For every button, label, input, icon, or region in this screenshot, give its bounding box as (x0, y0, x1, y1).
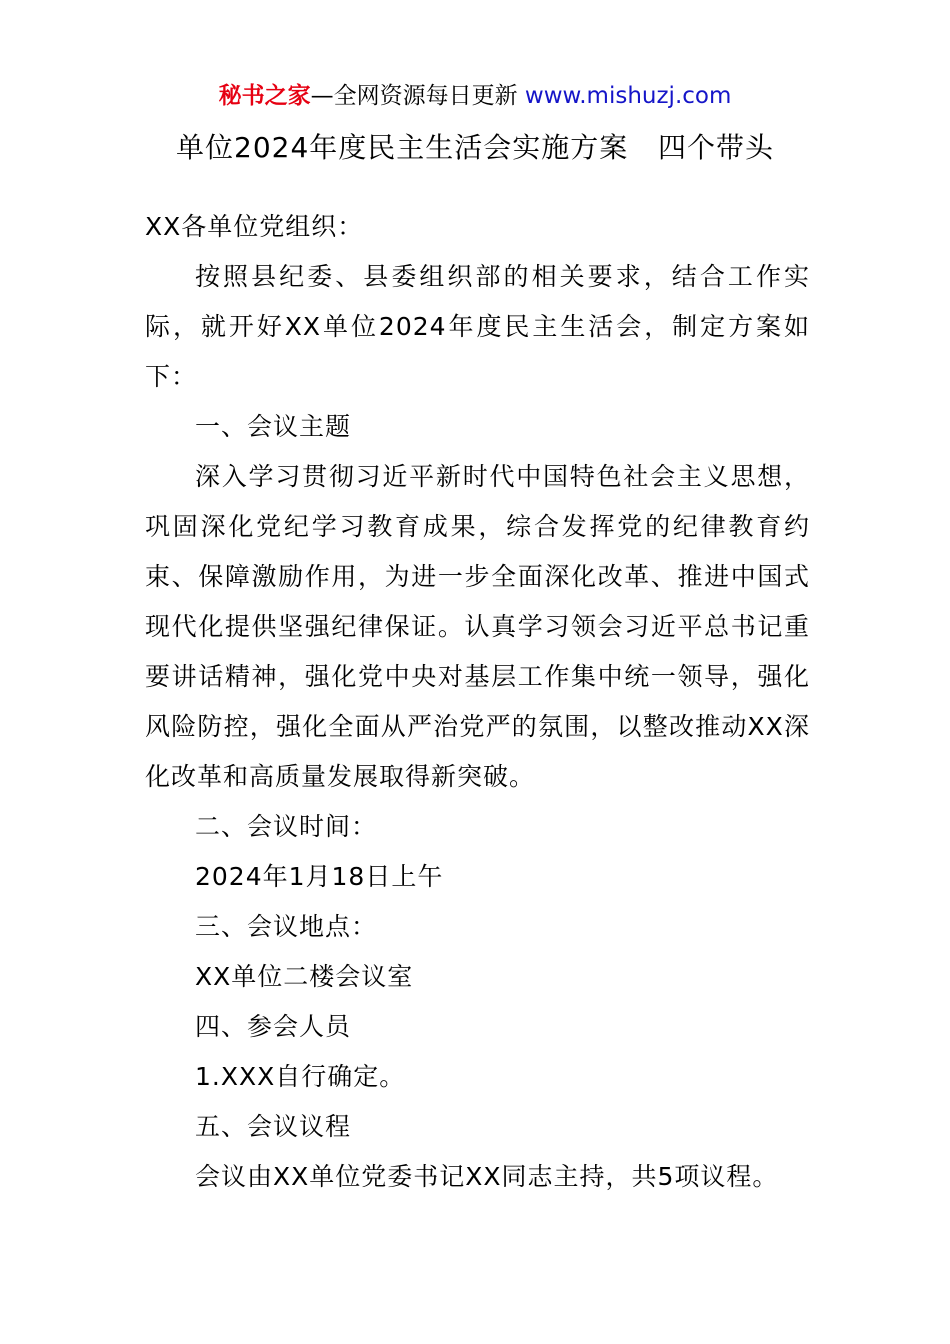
section-5-heading: 五、会议议程 (195, 1112, 352, 1141)
section-5-paragraph: 会议由XX单位党委书记XX同志主持，共5项议程。 (195, 1162, 779, 1191)
section-2-heading: 二、会议时间： (195, 812, 378, 841)
section-3-heading: 三、会议地点： (195, 912, 378, 941)
section-3-paragraph: XX单位二楼会议室 (195, 962, 414, 991)
section-2-paragraph: 2024年1月18日上午 (195, 862, 444, 891)
document-body (145, 202, 810, 1202)
section-1-heading: 一、会议主题 (195, 412, 352, 441)
site-url-link[interactable]: www.mishuzj.com (524, 83, 732, 109)
section-1-paragraph: 深入学习贯彻习近平新时代中国特色社会主义思想，巩固深化党纪学习教育成果，综合发挥党的纪律教育约束、保障激励作用，为进一步全面深化改革、推进中国式现代化提供坚强纪律保证。认真学习领会习近平总书记重要讲话精神，强化党中央对基层工作集中统一领导，强化风险防控，强化全面从严治党严的氛围，以整改推动XX深化改革和高质量发展取得新突破。 (145, 462, 810, 791)
salutation: XX各单位党组织： (145, 212, 364, 241)
section-4-heading: 四、参会人员 (195, 1012, 352, 1041)
header-tagline: —全网资源每日更新 (310, 83, 525, 109)
document-title: 单位2024年度民主生活会实施方案 四个带头 (176, 131, 774, 164)
brand-name: 秘书之家 (218, 83, 311, 109)
intro-paragraph: 按照县纪委、县委组织部的相关要求，结合工作实际，就开好XX单位2024年度民主生活会，制定方案如下： (145, 262, 810, 391)
site-header (0, 80, 950, 112)
section-4-paragraph: 1.XXX自行确定。 (195, 1062, 406, 1091)
